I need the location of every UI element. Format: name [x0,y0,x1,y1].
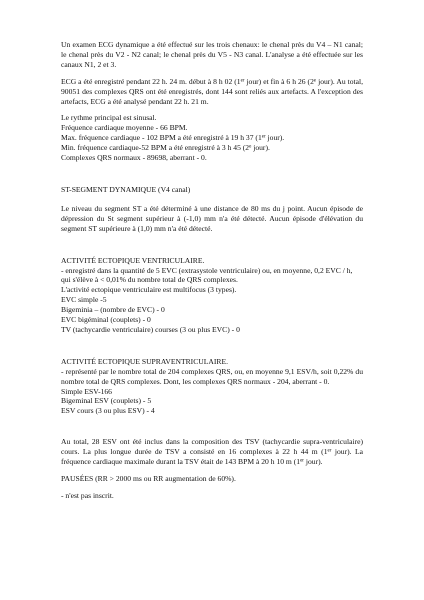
document-page [61,40,363,501]
st-segment-paragraph: Le niveau du segment ST a été déterminé à une distance de 80 ms du j point. Aucun épisode de dépression du St segment supérieur à (-1,0) mm n'a été détecté. Aucun épisode d'élévation du segment ST supérieure à (1,0) mm n'a été détecté. [61,203,363,233]
rhythm-complexes: Complexes QRS normaux - 89698, aberrant - 0. [61,153,207,163]
ventricular-tv: TV (tachycardie ventriculaire) courses (3 ou plus EVC) - 0 [61,324,240,334]
st-segment-heading: ST-SEGMENT DYNAMIQUE (V4 canal) [61,184,191,194]
rhythm-min: Min. fréquence cardiaque-52 BPM a été enregistré à 3 h 45 (2e jour). [61,143,270,153]
ventricular-section [61,256,363,335]
supraventricular-line1: - représenté par le nombre total de 204 complexes QRS, ou, en moyenne 9,1 ESV/h, soit 0,22% du nombre total de QRS complexes. Dont, les complexes QRS normaux - 204, aberrant - 0. [61,366,363,386]
ventricular-line1: - enregistré dans la quantité de 5 EVC (extrasystole ventriculaire) ou, en moyenne, 0,2 EVC / h, qui s'élève à < 0,01% du nombre total de QRS complexes. [61,265,353,285]
ventricular-bigeminia: Bigeminia – (nombre de EVC) - 0 [61,305,165,315]
supraventricular-section [61,357,363,416]
recording-paragraph: ECG a été enregistré pendant 22 h. 24 m. début à 8 h 02 (1er jour) et fin à 6 h 26 (2e jour). Au total, 90051 des complexes QRS ont été enregistrés, dont 144 sont reliés aux artefacts. A l'exception des artefacts, ECG a été analysé pendant 22 h. 21 m. [61,76,363,106]
rhythm-max: Max. fréquence cardiaque - 102 BPM a été enregistré à 19 h 37 (1er jour). [61,133,285,143]
ventricular-bigeminal: EVC bigéminal (couplets) - 0 [61,315,151,325]
tsv-paragraph: Au total, 28 ESV ont été inclus dans la composition des TSV (tachycardie supra-ventriculaire) cours. La plus longue durée de TSV a consisté en 16 complexes à 22 h 44 m (1er jour). La fréquence cardiaque maximale durant la TSV était de 143 BPM à 20 h 10 m (1er jour). [61,437,364,467]
pauses-heading: PAUSÉES (RR > 2000 ms ou RR augmentation de 60%). [61,474,236,483]
pauses-note: - n'est pas inscrit. [61,490,114,500]
ventricular-simple: EVC simple -5 [61,295,107,305]
supraventricular-bigeminal: Bigeminal ESV (couplets) - 5 [61,396,152,406]
rhythm-title: Le rythme principal est sinusal. [61,113,157,123]
rhythm-section [61,113,363,163]
ventricular-line2: L'activité ectopique ventriculaire est multifocus (3 types). [61,285,237,295]
supraventricular-courses: ESV cours (3 ou plus ESV) - 4 [61,406,155,416]
intro-paragraph: Un examen ECG dynamique a été effectué sur les trois chenaux: le chenal près du V4 – N1 canal; le chenal près du V2 - N2 canal; le chenal près du V5 - N3 canal. L'analyse a été effectuée sur les canaux N1, 2 et 3. [61,40,363,69]
ventricular-heading: ACTIVITÉ ECTOPIQUE VENTRICULAIRE. [61,255,205,265]
supraventricular-simple: Simple ESV-166 [61,386,112,396]
rhythm-average: Fréquence cardiaque moyenne - 66 BPM. [61,123,188,133]
supraventricular-heading: ACTIVITÉ ECTOPIQUE SUPRAVENTRICULAIRE. [61,356,228,366]
